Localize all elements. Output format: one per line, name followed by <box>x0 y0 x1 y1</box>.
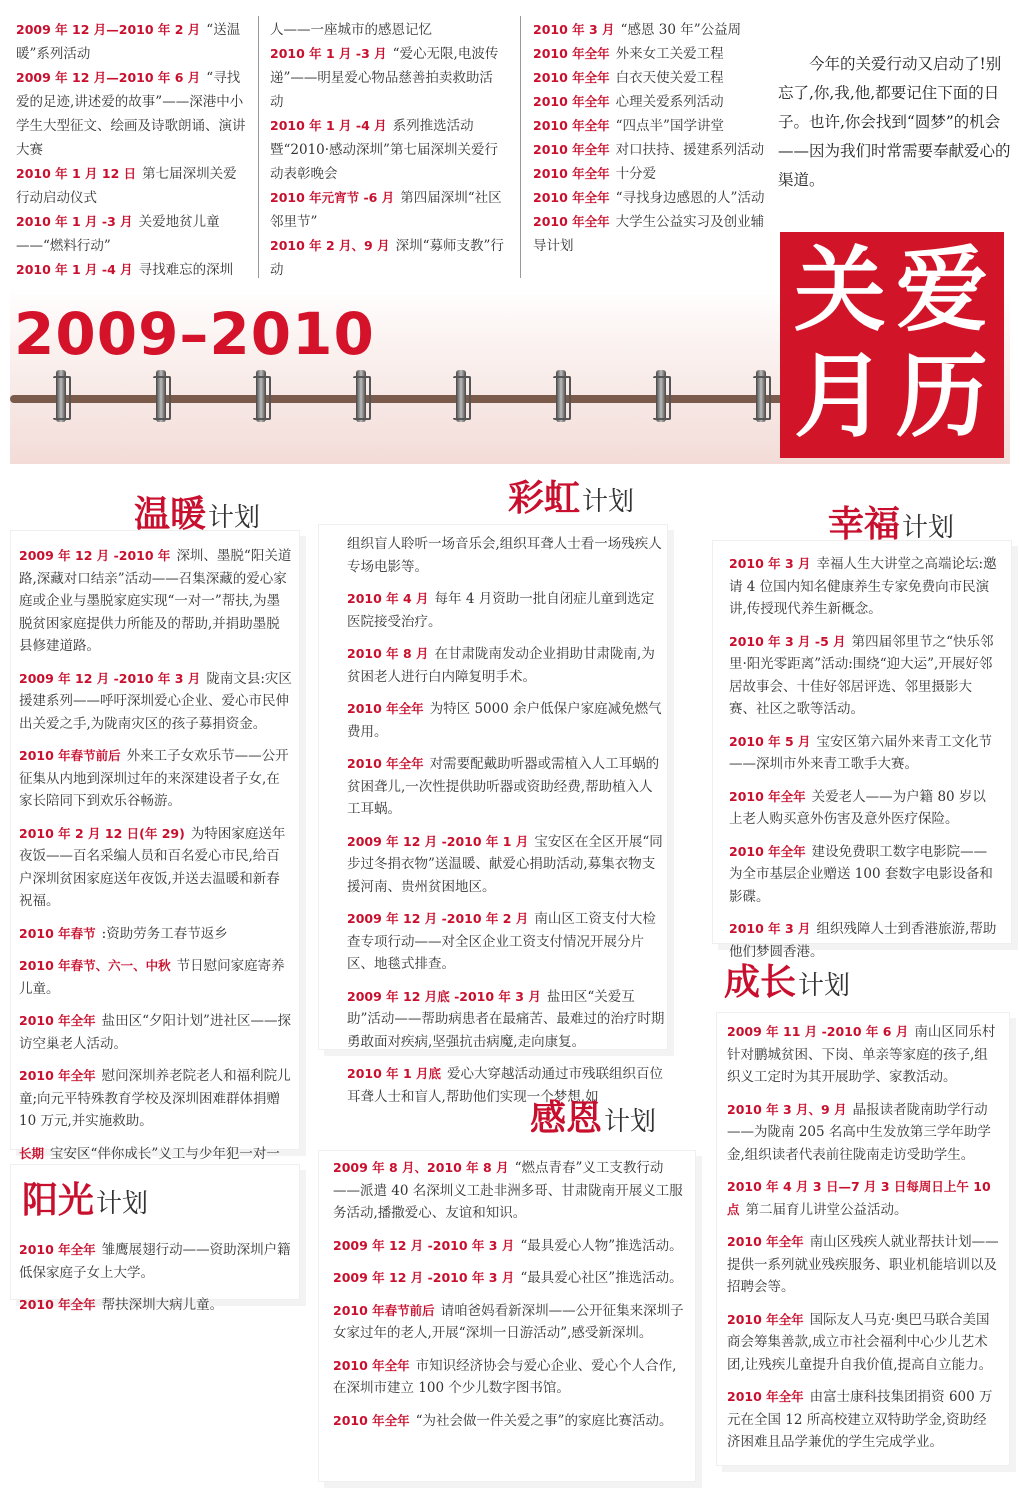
top-column-2 <box>270 18 504 282</box>
entry-date: 2010 年全年 <box>727 1234 804 1249</box>
calendar-entry <box>533 42 769 66</box>
calendar-entry <box>19 668 293 736</box>
entry-text: 第二届育儿讲堂公益活动。 <box>745 1201 908 1218</box>
entry-text: 建设免费职工数字电影院——为全市基层企业赠送 100 套数字电影设备和影碟。 <box>729 843 993 905</box>
calendar-entry <box>16 18 250 66</box>
title-char: 爱 <box>896 236 989 344</box>
entry-date: 2010 年全年 <box>533 214 610 229</box>
calendar-entry <box>727 1099 999 1167</box>
entry-text: “感恩 30 年”公益周 <box>620 22 742 38</box>
binder-ring-icon <box>656 370 666 422</box>
calendar-entry <box>347 986 665 1054</box>
entry-text: 心理关爱系列活动 <box>615 94 724 110</box>
entry-date: 2009 年 11 月 -2010 年 6 月 <box>727 1024 909 1039</box>
title-char: 历 <box>896 342 989 450</box>
binder-ring-icon <box>56 370 66 422</box>
section-title-xingfu: 幸福计划 <box>828 504 955 545</box>
entry-text: 外来工子女欢乐节——公开征集从内地到深圳过年的来深建设者子女,在家长陪同下到欢乐谷畅游。 <box>19 748 289 809</box>
entry-text: 深圳“募师支教”行动 <box>270 238 504 278</box>
entry-text: 第四届深圳“社区邻里节” <box>270 190 502 230</box>
entry-text: :资助劳务工春节返乡 <box>101 925 228 942</box>
entry-text: 十分爱 <box>615 166 657 182</box>
calendar-rail <box>10 395 790 403</box>
entry-date: 2009 年 12 月 -2010 年 2 月 <box>347 911 529 926</box>
entry-date: 2010 年全年 <box>533 94 610 109</box>
calendar-entry <box>533 66 769 90</box>
entry-text: 节日慰问家庭寄养儿童。 <box>19 958 285 997</box>
entry-text: 第七届深圳关爱行动启动仪式 <box>16 166 237 206</box>
calendar-entry <box>19 1065 293 1133</box>
column-divider <box>258 16 259 278</box>
section-title-yangguang: 阳光计划 <box>22 1180 149 1221</box>
section-gan-en <box>318 1150 696 1482</box>
entry-text: 系列推选活动暨“2010·感动深圳”第七届深圳关爱行动表彰晚会 <box>270 118 498 182</box>
calendar-entry <box>270 186 504 234</box>
entry-date: 2010 年 1 月 12 日 <box>16 166 137 181</box>
entry-text: “寻找身边感恩的人”活动 <box>615 190 765 206</box>
title-char: 月 <box>794 342 887 450</box>
entry-date: 2009 年 12 月 -2010 年 3 月 <box>19 670 201 686</box>
entry-date: 2009 年 12 月 -2010 年 1 月 <box>347 833 529 849</box>
entry-date: 2010 年全年 <box>533 118 610 133</box>
entry-text: 陇南文县:灾区援建系列——呼吁深圳爱心企业、爱心市民伸出关爱之手,为陇南灾区的孩子募捐资金。 <box>19 670 292 732</box>
entry-text: “爱心无限,电波传递”——明星爱心物品慈善拍卖救助活动 <box>270 46 499 110</box>
calendar-entry <box>533 162 769 186</box>
calendar-entry <box>533 210 769 258</box>
entry-text: 市知识经济协会与爱心企业、爱心个人合作,在深圳市建立 100 个少儿数字图书馆。 <box>333 1357 677 1396</box>
entry-text: 组织残障人士到香港旅游,帮助他们梦圆香港。 <box>729 921 997 960</box>
calendar-entry <box>19 1294 293 1317</box>
entry-text: 慰问深圳养老院老人和福利院儿童;向元平特殊教育学校及深圳困难群体捐赠 10 万元,并实施救助。 <box>19 1068 291 1129</box>
calendar-entry <box>270 18 504 42</box>
calendar-entry <box>727 1176 999 1221</box>
entry-date: 2010 年全年 <box>19 1013 96 1028</box>
entry-date: 2010 年全年 <box>729 788 806 804</box>
entry-date: 2010 年 4 月 3 日—7 月 3 日每周日上午 10 点 <box>727 1179 991 1217</box>
entry-date: 2010 年 3 月 <box>729 556 811 571</box>
entry-date: 2010 年 2 月 12 日(年 29) <box>19 825 185 841</box>
calendar-entry <box>727 1386 999 1454</box>
entry-text: 深圳、墨脱“阳关道路,深藏对口结亲”活动——召集深藏的爱心家庭或企业与墨脱家庭实现“一对一”帮扶,为墨脱贫困家庭提供力所能及的帮助,并捐助墨脱县修建道路。 <box>19 548 292 654</box>
calendar-entry <box>19 823 293 913</box>
calendar-entry <box>16 210 250 258</box>
calendar-entry <box>729 631 997 721</box>
calendar-entry <box>347 533 665 578</box>
year-range: 2009–2010 <box>14 300 375 368</box>
calendar-entry <box>16 162 250 210</box>
calendar-entry <box>333 1355 687 1400</box>
binder-ring-icon <box>456 370 466 422</box>
entry-date: 2010 年 8 月 <box>347 646 429 661</box>
calendar-entry <box>19 1239 293 1284</box>
entry-date: 2010 年全年 <box>333 1357 410 1373</box>
section-title-gan-en: 感恩计划 <box>530 1098 657 1139</box>
entry-date: 2010 年 3 月 <box>729 921 811 936</box>
entry-text: 幸福人生大讲堂之高端论坛:邀请 4 位国内知名健康养生专家免费向市民演讲,传授现代养生新概念。 <box>729 556 997 617</box>
calendar-entry <box>347 753 665 821</box>
calendar-entry <box>347 831 665 899</box>
entry-text: 为特困家庭送年夜饭——百名采编人员和百名爱心市民,给百户深圳贫困家庭送年夜饭,并送去温暖和新春祝福。 <box>19 825 286 909</box>
entry-text: 人——一座城市的感恩记忆 <box>270 22 432 38</box>
entry-date: 2010 年全年 <box>533 46 610 61</box>
entry-text: 大学生公益实习及创业辅导计划 <box>533 214 765 254</box>
entry-text: 南山区工资支付大检查专项行动——对全区企业工资支付情况开展分片区、地毯式排查。 <box>347 911 656 972</box>
entry-text: 宝安区第六届外来青工文化节——深圳市外来青工歌手大赛。 <box>729 733 993 772</box>
entry-date: 2010 年元宵节 -6 月 <box>270 190 395 205</box>
entry-text: 南山区同乐村针对鹏城贫困、下岗、单亲等家庭的孩子,组织义工定时为其开展助学、家教活动。 <box>727 1024 996 1085</box>
calendar-entry <box>729 553 997 621</box>
entry-text: 南山区残疾人就业帮扶计划——提供一系列就业残疾服务、职业机能培训以及招聘会等。 <box>727 1234 999 1295</box>
entry-text: 雏鹰展翅行动——资助深圳户籍低保家庭子女上大学。 <box>19 1242 291 1281</box>
entry-text: 宝安区在全区开展“同步过冬捐衣物”送温暖、献爱心捐助活动,募集衣物支援河南、贵州贫困地区。 <box>347 833 663 895</box>
entry-text: 寻找难忘的深圳 <box>138 262 234 278</box>
calendar-entry <box>347 698 665 743</box>
entry-text: 晶报读者陇南助学行动——为陇南 205 名高中生发放第三学年助学金,组织读者代表前往陇南走访受助学生。 <box>727 1101 991 1163</box>
entry-date: 长期 <box>19 1145 45 1161</box>
entry-date: 2009 年 12 月 -2010 年 3 月 <box>333 1237 515 1253</box>
column-divider <box>520 16 521 278</box>
entry-text: “寻找爱的足迹,讲述爱的故事”——深港中小学生大型征文、绘画及诗歌朗诵、演讲大赛 <box>16 70 246 158</box>
section-title-caihong: 彩虹计划 <box>508 478 635 519</box>
entry-date: 2010 年春节前后 <box>19 748 121 763</box>
entry-date: 2010 年全年 <box>533 142 610 157</box>
entry-date: 2010 年全年 <box>333 1412 410 1428</box>
entry-text: “最具爱心社区”推选活动。 <box>520 1270 683 1286</box>
calendar-entry <box>727 1309 999 1377</box>
calendar-entry <box>347 643 665 688</box>
calendar-entry <box>347 908 665 976</box>
calendar-entry <box>729 786 997 831</box>
calendar-entry <box>533 138 769 162</box>
entry-date: 2009 年 12 月 -2010 年 <box>19 548 171 563</box>
entry-date: 2010 年全年 <box>533 190 610 205</box>
entry-date: 2010 年春节前后 <box>333 1302 435 1318</box>
calendar-entry <box>333 1267 687 1290</box>
calendar-entry <box>19 923 293 946</box>
calendar-entry <box>729 731 997 776</box>
calendar-entry <box>270 114 504 186</box>
entry-date: 2009 年 12 月 -2010 年 3 月 <box>333 1270 515 1285</box>
calendar-entry <box>333 1235 687 1258</box>
title-box <box>780 232 1004 458</box>
entry-text: 对口扶持、援建系列活动 <box>615 142 765 158</box>
entry-date: 2010 年 1 月 -4 月 <box>16 262 133 277</box>
entry-text: 盐田区“关爱互助”活动——帮助病患者在最痛苦、最难过的治疗时期勇敢面对疾病,坚强抗击病魔,走向康复。 <box>347 988 665 1050</box>
calendar-entry <box>333 1410 687 1433</box>
entry-date: 2009 年 12 月—2010 年 6 月 <box>16 70 201 85</box>
entry-date: 2010 年 4 月 <box>347 591 429 606</box>
entry-text: 请咱爸妈看新深圳——公开征集来深圳子女家过年的老人,开展“深圳一日游活动”,感受新深圳。 <box>333 1302 684 1341</box>
binder-ring-icon <box>356 370 366 422</box>
calendar-entry <box>19 955 293 1000</box>
entry-date: 2010 年全年 <box>727 1311 804 1327</box>
binder-ring-icon <box>156 370 166 422</box>
section-xingfu <box>712 540 1012 960</box>
intro-paragraph: 今年的关爱行动又启动了!别忘了,你,我,他,都要记住下面的日子。也许,你会找到“圆梦”的机会——因为我们时常需要奉献爱心的渠道。 <box>778 55 1011 189</box>
calendar-entry <box>727 1231 999 1299</box>
calendar-entry <box>533 90 769 114</box>
top-column-3 <box>533 18 769 258</box>
entry-text: “为社会做一件关爱之事”的家庭比赛活动。 <box>415 1412 673 1429</box>
entry-text: 每年 4 月资助一批自闭症儿童到选定医院接受治疗。 <box>347 591 655 630</box>
calendar-entry <box>533 186 769 210</box>
entry-text: “最具爱心人物”推选活动。 <box>520 1237 683 1254</box>
calendar-entry <box>333 1157 687 1225</box>
entry-date: 2010 年全年 <box>19 1297 96 1312</box>
entry-text: “燃点青春”义工支教行动——派遣 40 名深圳义工赴非洲多哥、甘肃陇南开展义工服务活动,播撒爱心、友谊和知识。 <box>333 1160 683 1221</box>
calendar-entry <box>19 745 293 813</box>
section-title-wennuan: 温暖计划 <box>134 494 261 535</box>
entry-text: 国际友人马克·奥巴马联合美国商会筹集善款,成立市社会福利中心少儿艺术团,让残疾儿童提升自我价值,提高自立能力。 <box>727 1311 993 1373</box>
section-title-chengzhang: 成长计划 <box>724 962 851 1003</box>
entry-date: 2009 年 8 月、2010 年 8 月 <box>333 1160 509 1175</box>
entry-date: 2010 年全年 <box>729 843 806 859</box>
section-caihong <box>318 524 668 1105</box>
calendar-entry <box>270 42 504 114</box>
entry-text: 对需要配戴助听器或需植入人工耳蜗的贫困聋儿,一次性提供助听器或资助经费,帮助植入人工耳蜗。 <box>347 756 660 817</box>
calendar-entry <box>727 1021 999 1089</box>
calendar-entry <box>533 114 769 138</box>
binder-ring-icon <box>256 370 266 422</box>
calendar-entry <box>16 258 250 282</box>
calendar-entry <box>533 18 769 42</box>
entry-text: 第四届邻里节之“快乐邻里·阳光零距离”活动:围绕“迎大运”,开展好邻居故事会、十佳好邻居评选、邻里摄影大赛、社区之歌等活动。 <box>729 633 994 717</box>
entry-date: 2010 年全年 <box>19 1068 96 1083</box>
entry-text: 白衣天使关爱工程 <box>615 70 724 86</box>
entry-date: 2010 年全年 <box>347 701 424 716</box>
title-char: 关 <box>794 236 887 344</box>
entry-text: 组织盲人聆听一场音乐会,组织耳聋人士看一场残疾人专场电影等。 <box>347 536 662 575</box>
entry-date: 2010 年 3 月、9 月 <box>727 1101 847 1117</box>
entry-date: 2010 年 5 月 <box>729 733 811 749</box>
entry-date: 2010 年 2 月、9 月 <box>270 238 390 253</box>
entry-date: 2010 年全年 <box>727 1389 804 1404</box>
entry-date: 2009 年 12 月—2010 年 2 月 <box>16 22 201 37</box>
entry-text: “四点半”国学讲堂 <box>615 118 724 134</box>
binder-ring-icon <box>756 370 766 422</box>
entry-text: 关爱老人——为户籍 80 岁以上老人购买意外伤害及意外医疗保险。 <box>729 788 986 827</box>
entry-date: 2009 年 12 月底 -2010 年 3 月 <box>347 988 541 1004</box>
calendar-entry <box>347 588 665 633</box>
entry-date: 2010 年全年 <box>19 1242 96 1257</box>
entry-date: 2010 年 1 月 -3 月 <box>16 214 133 229</box>
entry-text: 为特区 5000 余户低保户家庭减免燃气费用。 <box>347 701 662 740</box>
entry-date: 2010 年春节 <box>19 925 96 941</box>
section-chengzhang <box>716 1012 1010 1466</box>
entry-date: 2010 年 1 月 -4 月 <box>270 118 387 133</box>
entry-date: 2010 年 3 月 -5 月 <box>729 633 846 649</box>
calendar-entry <box>19 1010 293 1055</box>
entry-text: 帮扶深圳大病儿童。 <box>101 1297 224 1313</box>
entry-text: 在甘肃陇南发动企业捐助甘肃陇南,为贫困老人进行白内障复明手术。 <box>347 646 655 685</box>
entry-text: 由富士康科技集团捐资 600 万元在全国 12 所高校建立双特助学金,资助经济困难且品学兼优的学生完成学业。 <box>727 1389 993 1450</box>
calendar-entry <box>19 545 293 658</box>
calendar-entry <box>729 841 997 909</box>
binder-ring-icon <box>556 370 566 422</box>
top-column-1 <box>16 18 250 282</box>
entry-date: 2010 年春节、六一、中秋 <box>19 958 171 973</box>
entry-date: 2010 年 1 月底 <box>347 1066 442 1081</box>
entry-text: 爱心大穿越活动通过市残联组织百位耳聋人士和盲人,帮助他们实现一个梦想,如 <box>347 1066 664 1105</box>
entry-date: 2010 年全年 <box>533 166 610 181</box>
entry-date: 2010 年全年 <box>533 70 610 85</box>
calendar-entry <box>270 234 504 282</box>
section-wennuan <box>10 530 300 1162</box>
entry-text: 盐田区“夕阳计划”进社区——探访空巢老人活动。 <box>19 1013 291 1052</box>
entry-text: 关爱地贫儿童——“燃料行动” <box>16 214 220 254</box>
entry-date: 2010 年 1 月 -3 月 <box>270 46 387 61</box>
entry-text: “送温暖”系列活动 <box>16 22 241 62</box>
entry-date: 2010 年 3 月 <box>533 22 615 37</box>
entry-text: 外来女工关爱工程 <box>615 46 724 62</box>
entry-text: 宝安区“伴你成长”义工与少年犯一对一 <box>50 1145 280 1162</box>
calendar-entry <box>16 66 250 162</box>
entry-date: 2010 年全年 <box>347 756 424 771</box>
calendar-entry <box>333 1300 687 1345</box>
